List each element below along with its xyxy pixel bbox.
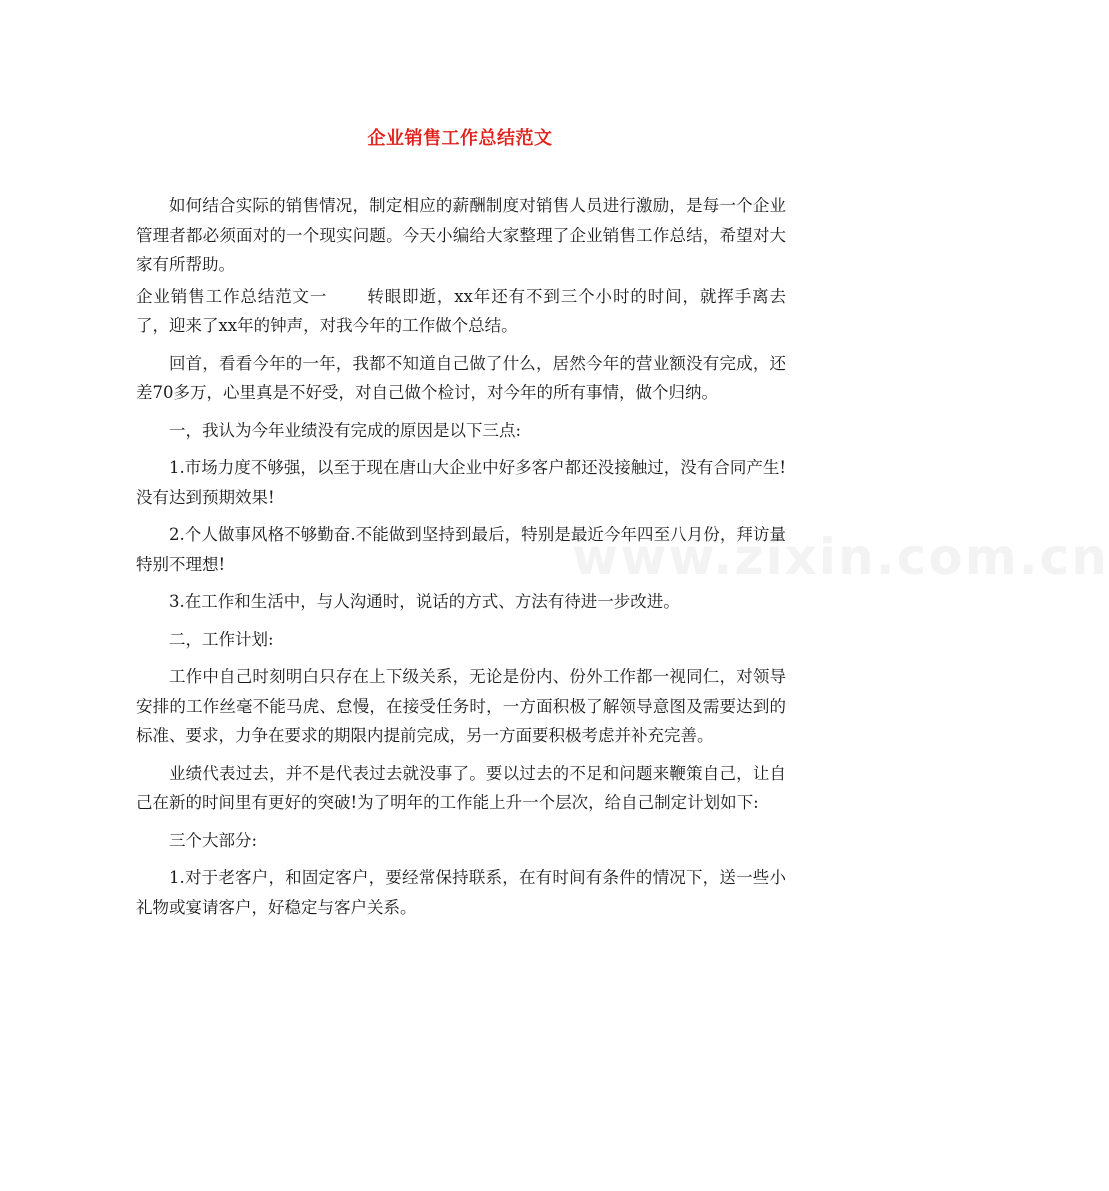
paragraph-three-parts: 三个大部分: [169, 830, 258, 850]
paragraph-plan-performance: 业绩代表过去，并不是代表过去就没事了。要以过去的不足和问题来鞭策自己，让自己在新的时间里有更好的突破!为了明年的工作能上升一个层次，给自己制定计划如下: [136, 763, 786, 812]
section-heading: 企业销售工作总结范文一 [136, 286, 328, 306]
document-title: 企业销售工作总结范文 [367, 128, 553, 149]
paragraph-reason-3: 3.在工作和生活中，与人沟通时，说话的方式、方法有待进一步改进。 [169, 592, 680, 611]
paragraph-part-1: 1.对于老客户，和固定客户，要经常保持联系，在有时间有条件的情况下，送一些小礼物或宴请客户，好稳定与客户关系。 [136, 868, 786, 917]
paragraph-reason-2: 2.个人做事风格不够勤奋.不能做到坚持到最后，特别是最近今年四至八月份，拜访量特别不理想! [136, 525, 786, 574]
paragraph-text: 转眼即逝，xx年还有不到三个小时的时间，就挥手离去了，迎来了xx年的钟声，对我今年的工作做个总结。 [136, 286, 786, 335]
paragraph-review: 回首，看看今年的一年，我都不知道自己做了什么，居然今年的营业额没有完成，还差70多万，心里真是不好受，对自己做个检讨，对今年的所有事情，做个归纳。 [136, 353, 786, 402]
paragraph-plan-heading: 二，工作计划: [169, 629, 274, 649]
paragraph-reason-1: 1.市场力度不够强，以至于现在唐山大企业中好多客户都还没接触过，没有合同产生!没有达到预期效果! [136, 458, 786, 507]
paragraph-intro: 如何结合实际的销售情况，制定相应的薪酬制度对销售人员进行激励，是每一个企业管理者都必须面对的一个现实问题。今天小编给大家整理了企业销售工作总结，希望对大家有所帮助。 [136, 196, 786, 274]
paragraph-plan-work: 工作中自己时刻明白只存在上下级关系，无论是份内、份外工作都一视同仁，对领导安排的工作丝毫不能马虎、怠慢，在接受任务时，一方面积极了解领导意图及需要达到的标准、要求，力争在要求的期限内提前完成，另一方面要积极考虑并补充完善。 [136, 667, 786, 745]
watermark: www.zixin.com.cn [572, 528, 1109, 586]
paragraph-reasons-heading: 一，我认为今年业绩没有完成的原因是以下三点: [169, 420, 522, 440]
paragraph-sample-one [136, 282, 786, 341]
document-body [136, 191, 786, 930]
